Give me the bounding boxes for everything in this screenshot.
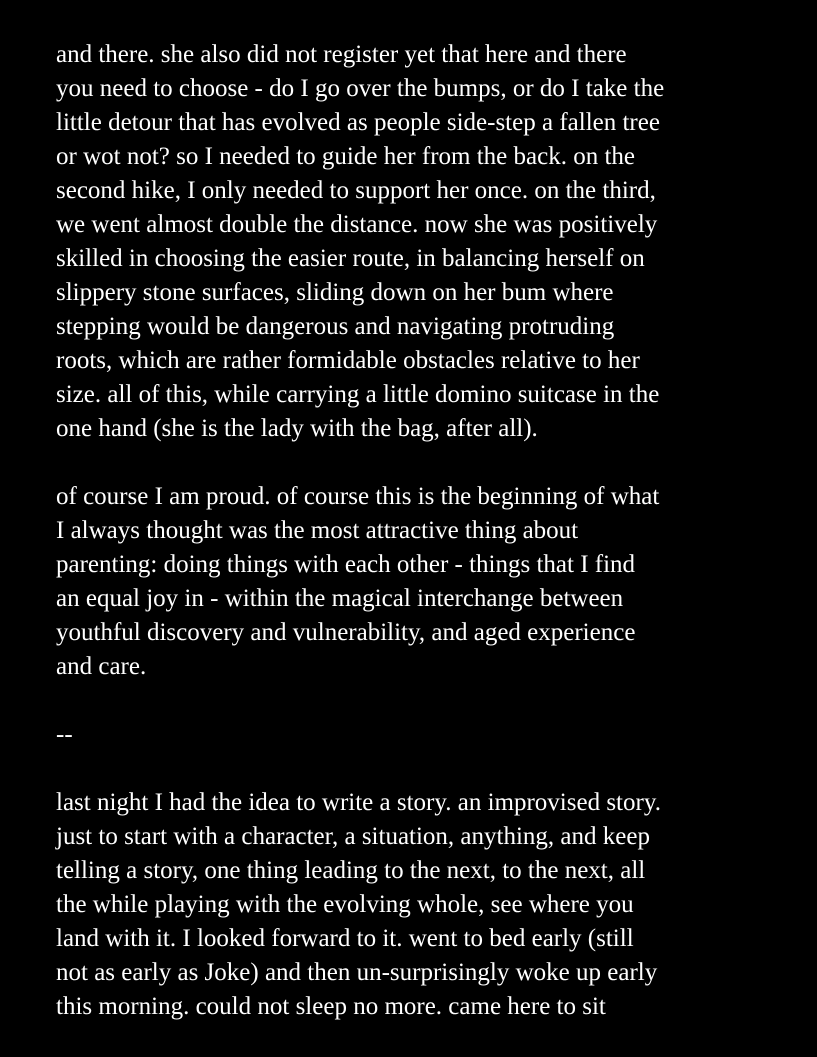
text-line: of course I am proud. of course this is the beginning of what [56,483,660,510]
paragraph [56,786,786,1024]
text-line: land with it. I looked forward to it. went to bed early (still [56,925,634,952]
text-line: slippery stone surfaces, sliding down on her bum where [56,279,614,306]
text-line: last night I had the idea to write a story. an improvised story. [56,789,661,816]
text-line: parenting: doing things with each other - things that I find [56,551,636,578]
text-line: and there. she also did not register yet that here and there [56,41,627,68]
text-line: we went almost double the distance. now she was positively [56,211,658,238]
text-line: the while playing with the evolving whole, see where you [56,891,634,918]
text-line: or wot not? so I needed to guide her from the back. on the [56,143,635,170]
text-line: an equal joy in - within the magical interchange between [56,585,624,612]
text-line: I always thought was the most attractive thing about [56,517,579,544]
paragraph-gap [56,684,786,718]
text-line: one hand (she is the lady with the bag, after all). [56,415,538,442]
text-line: skilled in choosing the easier route, in balancing herself on [56,245,645,272]
text-line: roots, which are rather formidable obstacles relative to her [56,347,640,374]
document-body [56,38,786,1024]
paragraph [56,38,786,446]
paragraph [56,480,786,684]
section-separator: -- [56,721,73,748]
text-line: little detour that has evolved as people side-step a fallen tree [56,109,660,136]
text-line: second hike, I only needed to support her once. on the third, [56,177,656,204]
text-line: just to start with a character, a situation, anything, and keep [56,823,650,850]
text-line: you need to choose - do I go over the bumps, or do I take the [56,75,665,102]
text-line: youthful discovery and vulnerability, and aged experience [56,619,636,646]
text-line: not as early as Joke) and then un-surprisingly woke up early [56,959,658,986]
paragraph-gap [56,752,786,786]
text-line: this morning. could not sleep no more. came here to sit [56,993,606,1020]
text-line: stepping would be dangerous and navigating protruding [56,313,615,340]
text-line: size. all of this, while carrying a little domino suitcase in the [56,381,660,408]
text-line: and care. [56,653,147,680]
paragraph-gap [56,446,786,480]
text-line: telling a story, one thing leading to the next, to the next, all [56,857,646,884]
